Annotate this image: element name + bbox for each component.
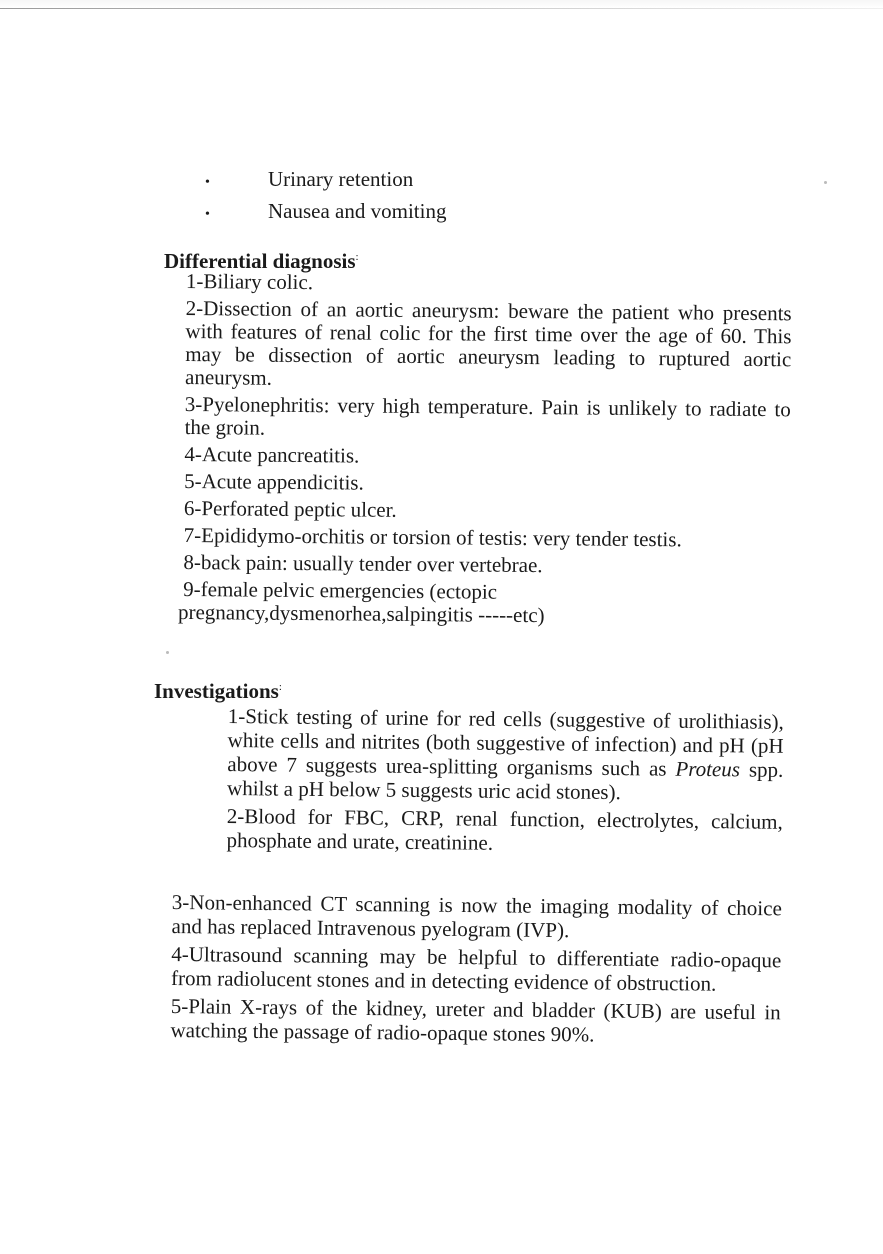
symptom-text: Nausea and vomiting: [268, 199, 447, 223]
list-item: 5-Acute appendicitis.: [184, 468, 364, 495]
symptom-list: [205, 165, 446, 229]
list-item: 4-Acute pancreatitis.: [184, 441, 360, 468]
bullet-icon: •: [205, 207, 210, 222]
list-item: 3-Non-enhanced CT scanning is now the imaging modality of choice and has replaced Intravenous pyelogram (IVP).: [171, 890, 782, 943]
list-item: 1-Biliary colic.: [185, 269, 314, 295]
item-text: spp. whilst a pH below 5 suggests uric acid stones).: [226, 757, 784, 805]
organism-name: Proteus: [675, 756, 741, 782]
heading-text: Differential diagnosis: [164, 249, 356, 273]
scan-edge-line: [0, 8, 883, 9]
list-item: 6-Perforated peptic ulcer.: [183, 495, 397, 522]
investigations-list-indented: [226, 704, 784, 862]
item-text: 1-Stick testing of urine for red cells (suggestive of urolithiasis), white cells and nitrites (both suggestive of infection) and pH (pH above 7 suggests urea-splitting organisms such as: [227, 704, 784, 781]
list-item: 9-female pelvic emergencies (ectopic: [183, 576, 498, 604]
scan-speck: [824, 181, 827, 184]
list-item: 2-Dissection of an aortic aneurysm: beware the patient who presents with features of renal colic for the first time over the age of 60. This may be dissection of aortic aneurysm leading to ruptured aortic aneurysm.: [184, 295, 792, 390]
heading-mark: :: [278, 681, 282, 693]
list-item: 4-Ultrasound scanning may be helpful to differentiate radio-opaque from radiolucent stones and in detecting evidence of obstruction.: [170, 941, 782, 996]
list-item: [205, 165, 446, 197]
list-item: 3-Pyelonephritis: very high temperature. Pain is unlikely to radiate to the groin.: [184, 391, 791, 440]
list-item: [205, 197, 446, 229]
list-item: 8-back pain: usually tender over vertebrae.: [183, 549, 543, 578]
symptom-text: Urinary retention: [268, 167, 414, 191]
scan-shading: [0, 0, 883, 8]
bullet-icon: •: [205, 175, 210, 190]
list-item: 2-Blood for FBC, CRP, renal function, electrolytes, calcium, phosphate and urate, creatinine.: [226, 803, 783, 855]
investigations-list: [170, 890, 782, 1052]
list-item: 7-Epididymo-orchitis or torsion of testis: very tender testis.: [183, 522, 682, 552]
list-item: pregnancy,dysmenorhea,salpingitis -----etc): [177, 599, 545, 628]
investigations-heading: [154, 674, 282, 704]
heading-mark: :: [355, 251, 359, 263]
differential-diagnosis-list: [177, 269, 792, 633]
scan-speck: [166, 651, 169, 654]
heading-text: Investigations: [154, 679, 279, 703]
list-item: [227, 704, 784, 806]
list-item: 5-Plain X-rays of the kidney, ureter and bladder (KUB) are useful in watching the passage of radio-opaque stones 90%.: [170, 993, 781, 1047]
